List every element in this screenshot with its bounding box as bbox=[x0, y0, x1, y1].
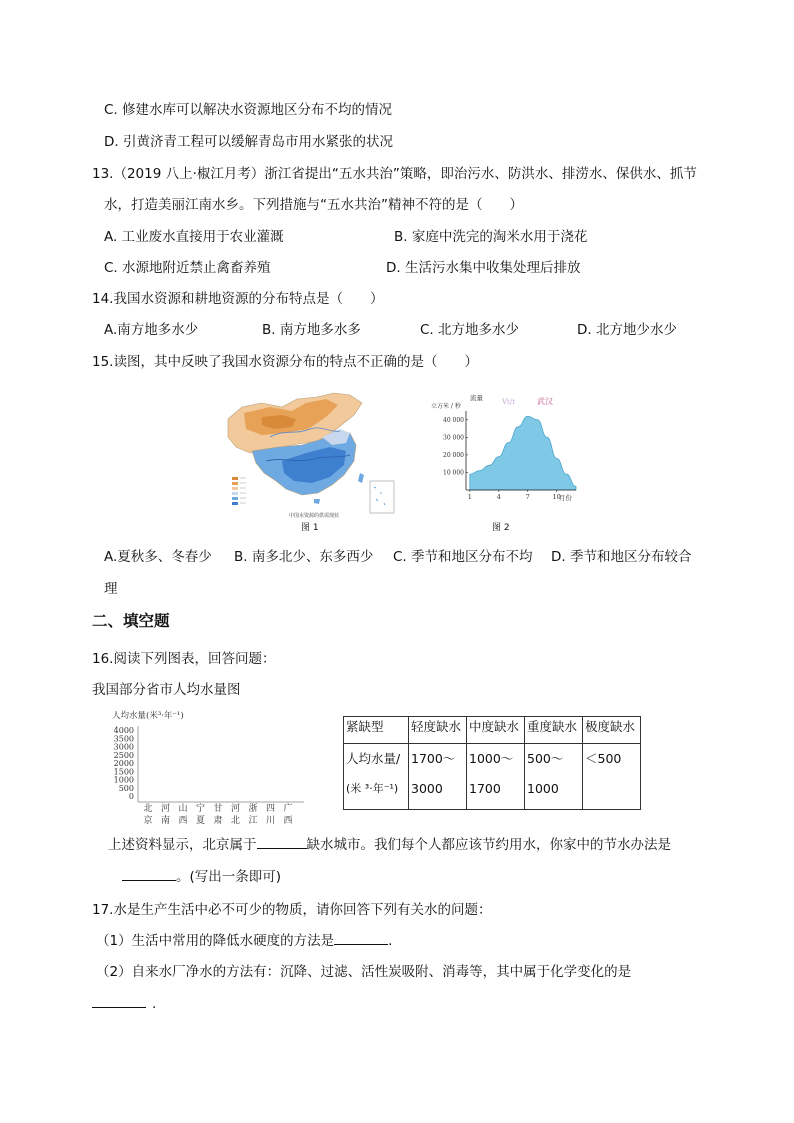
flow-ylabel-line1: 流量 bbox=[470, 394, 483, 402]
table-cell-mild bbox=[409, 744, 467, 810]
pc-y-tick-label: 1000 bbox=[113, 775, 134, 785]
q14-option-a: A.南方地多水少 bbox=[104, 322, 199, 338]
table-row-label-line2: (米 ³·年⁻¹) bbox=[346, 782, 399, 795]
flow-y-tick-label: 40 000 bbox=[443, 416, 464, 424]
pc-category-label-top: 甘 bbox=[213, 804, 223, 814]
q13-option-c: C. 水源地附近禁止禽畜养殖 bbox=[104, 260, 271, 276]
q17-stem: 17.水是生产生活中必不可少的物质，请你回答下列有关水的问题： bbox=[92, 902, 492, 918]
table-cell-moderate-bottom: 1700 bbox=[469, 781, 501, 796]
pc-y-tick-label: 2500 bbox=[113, 750, 134, 760]
q16-blank-saving-method[interactable] bbox=[122, 866, 176, 881]
pc-category-label-bottom: 江 bbox=[248, 816, 258, 826]
q16-answer-text-b: 缺水城市。我们每个人都应该节约用水，你家中的节水办法是 bbox=[306, 837, 671, 853]
water-scarcity-table bbox=[343, 716, 641, 810]
q15-option-d: D. 季节和地区分布较合 bbox=[551, 549, 692, 565]
q16-stem: 16.阅读下列图表，回答问题： bbox=[92, 651, 276, 667]
q17-part2-answer bbox=[92, 993, 156, 1015]
table-cell-severe-bottom: 1000 bbox=[527, 781, 559, 796]
table-header-moderate: 中度缺水 bbox=[467, 717, 525, 744]
table-cell-mild-bottom: 3000 bbox=[411, 781, 443, 796]
q17-part2: （2）自来水厂净水的方法有：沉降、过滤、活性炭吸附、消毒等，其中属于化学变化的是 bbox=[96, 964, 632, 980]
figure-2-label: 图 2 bbox=[492, 523, 510, 533]
pc-category-label-top: 山 bbox=[178, 804, 188, 814]
flow-x-tick-label: 7 bbox=[525, 493, 530, 501]
map-caption: 中国水资源的供需现状 bbox=[288, 513, 340, 519]
q15-stem: 15.读图，其中反映了我国水资源分布的特点不正确的是（ ） bbox=[92, 354, 478, 370]
flow-ylabel-line2: 立方米 / 秒 bbox=[431, 403, 461, 410]
china-water-map-figure bbox=[222, 389, 406, 521]
q13-option-b: B. 家庭中洗完的淘米水用于浇花 bbox=[394, 229, 588, 245]
pc-category-label-top: 浙 bbox=[248, 804, 258, 814]
pc-category-label-bottom: 京 bbox=[143, 816, 153, 826]
flow-y-tick-label: 30 000 bbox=[443, 434, 464, 442]
table-cell-moderate bbox=[467, 744, 525, 810]
pc-category-label-bottom: 川 bbox=[265, 816, 276, 826]
pc-category-label-bottom: 西 bbox=[283, 816, 293, 826]
flow-x-tick-label: 4 bbox=[496, 493, 501, 501]
pc-category-label-top: 河 bbox=[160, 804, 171, 814]
pc-y-tick-label: 2000 bbox=[113, 759, 134, 768]
q13-stem-line2: 水，打造美丽江南水乡。下列措施与“五水共治”精神不符的是（ ） bbox=[104, 197, 523, 213]
q14-option-c: C. 北方地多水少 bbox=[420, 322, 520, 338]
q13-stem-line1: 13.（2019 八上·椒江月考）浙江省提出“五水共治”策略，即治污水、防洪水、排涝水、保供水、抓节 bbox=[92, 166, 697, 182]
table-header-extreme: 极度缺水 bbox=[583, 717, 641, 744]
q15-option-a: A.夏秋多、冬春少 bbox=[104, 549, 212, 565]
map-taiwan bbox=[358, 473, 364, 483]
table-cell-extreme bbox=[583, 744, 641, 810]
q14-option-b: B. 南方地多水多 bbox=[262, 322, 361, 338]
table-row-label bbox=[344, 744, 409, 810]
flow-x-unit: 月份 bbox=[559, 494, 572, 502]
q16-blank-city-type[interactable] bbox=[257, 834, 307, 849]
q16-answer-line2 bbox=[122, 866, 281, 888]
pc-category-label-bottom: 南 bbox=[160, 816, 171, 826]
pc-category-label-top: 四 bbox=[265, 804, 276, 814]
pc-ylabel: 人均水量(米³·年⁻¹) bbox=[112, 711, 184, 721]
q12-option-d: D. 引黄济青工程可以缓解青岛市用水紧张的状况 bbox=[104, 134, 393, 150]
q17-part1-text: （1）生活中常用的降低水硬度的方法是 bbox=[96, 933, 335, 949]
flow-x-tick-label: 1 bbox=[467, 493, 472, 501]
q16-answer-text-a: 上述资料显示，北京属于 bbox=[108, 837, 257, 853]
table-header-type: 紧缺型 bbox=[344, 717, 409, 744]
q14-option-d: D. 北方地少水少 bbox=[577, 322, 677, 338]
q12-option-c: C. 修建水库可以解决水资源地区分布不均的情况 bbox=[104, 102, 393, 118]
q16-answer-text-c: 。(写出一条即可) bbox=[176, 869, 282, 885]
table-row-label-line1: 人均水量/ bbox=[346, 751, 401, 766]
map-legend bbox=[232, 477, 246, 505]
pc-category-label-top: 北 bbox=[143, 804, 153, 814]
pc-y-tick-label: 500 bbox=[118, 783, 134, 793]
q16-answer-line1 bbox=[108, 834, 671, 856]
pc-category-label-bottom: 肃 bbox=[213, 816, 223, 826]
pc-category-label-bottom: 北 bbox=[230, 816, 241, 826]
per-capita-water-chart bbox=[108, 706, 308, 828]
table-cell-severe bbox=[525, 744, 583, 810]
flow-faint-title: Vt/t bbox=[502, 398, 516, 406]
q13-option-d: D. 生活污水集中收集处理后排放 bbox=[386, 260, 581, 276]
q17-blank-chemical-change[interactable] bbox=[92, 993, 146, 1008]
flow-y-tick-label: 20 000 bbox=[443, 451, 464, 459]
q15-option-d-continued: 理 bbox=[104, 581, 118, 597]
flow-city-label: 武汉 bbox=[537, 397, 553, 406]
pc-category-label-bottom: 西 bbox=[178, 816, 188, 826]
table-cell-mild-top: 1700～ bbox=[411, 751, 456, 766]
pc-y-tick-label: 4000 bbox=[113, 726, 134, 735]
q17-blank-hardness[interactable] bbox=[334, 930, 388, 945]
pc-y-tick-label: 1500 bbox=[113, 767, 134, 777]
table-cell-moderate-top: 1000～ bbox=[469, 751, 514, 766]
pc-category-label-top: 宁 bbox=[195, 804, 206, 814]
table-cell-extreme-top: ＜500 bbox=[585, 751, 622, 766]
figure-1-label: 图 1 bbox=[301, 523, 319, 533]
map-south-sea-inset bbox=[370, 481, 394, 513]
q15-option-b: B. 南多北少、东多西少 bbox=[234, 549, 374, 565]
section-title-fill-in: 二、填空题 bbox=[92, 612, 170, 630]
q17-part2-end: . bbox=[152, 996, 157, 1012]
table-cell-severe-top: 500～ bbox=[527, 751, 564, 766]
flow-x-tick-label: 10 bbox=[552, 493, 561, 501]
table-header-mild: 轻度缺水 bbox=[409, 717, 467, 744]
pc-y-tick-label: 3000 bbox=[113, 742, 134, 752]
pc-category-label-top: 河 bbox=[230, 804, 241, 814]
wuhan-discharge-chart bbox=[430, 393, 580, 505]
q17-part1 bbox=[96, 930, 392, 952]
q13-option-a: A. 工业废水直接用于农业灌溉 bbox=[104, 229, 284, 245]
q15-option-c: C. 季节和地区分布不均 bbox=[393, 549, 533, 565]
map-hainan bbox=[314, 499, 320, 504]
q17-part1-end: . bbox=[388, 933, 393, 949]
pc-category-label-top: 广 bbox=[283, 804, 293, 814]
pc-category-label-bottom: 夏 bbox=[195, 816, 206, 826]
flow-area bbox=[470, 416, 576, 490]
pc-y-tick-label: 3500 bbox=[113, 734, 134, 744]
q16-chart-title: 我国部分省市人均水量图 bbox=[92, 682, 241, 698]
flow-y-tick-label: 10 000 bbox=[443, 469, 464, 477]
pc-y-tick-label: 0 bbox=[128, 792, 134, 801]
table-header-severe: 重度缺水 bbox=[525, 717, 583, 744]
q14-stem: 14.我国水资源和耕地资源的分布特点是（ ） bbox=[92, 291, 384, 307]
